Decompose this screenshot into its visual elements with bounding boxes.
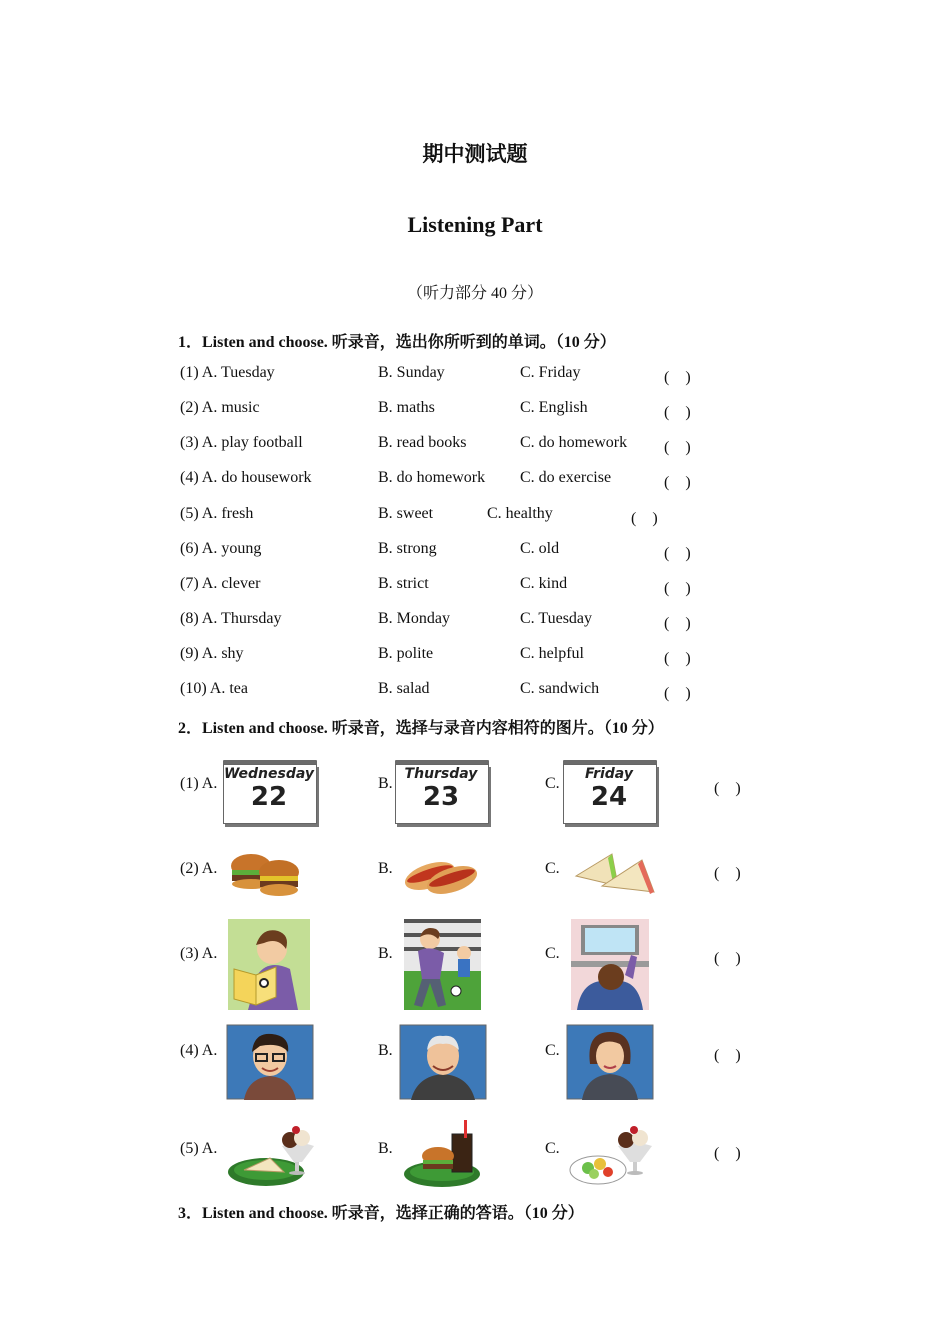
q4-option-b: B. do homework (378, 469, 486, 486)
q8-option-a: (8) A. Thursday (180, 610, 282, 627)
q1-option-c: C. Friday (520, 364, 581, 381)
s2-q1-answer-blank[interactable]: ( ) (714, 780, 741, 797)
q1-option-a: (1) A. Tuesday (180, 364, 275, 381)
q5-option-b: B. sweet (378, 505, 434, 522)
s2-q5-label-b: B. (378, 1140, 393, 1157)
q6-option-c: C. old (520, 540, 560, 557)
q7-answer-blank[interactable]: ( ) (664, 580, 691, 597)
calendar-thursday (395, 760, 489, 822)
s2-q4-label-b: B. (378, 1042, 393, 1059)
boys-playing-football-image (404, 919, 481, 1010)
boy-reading-book-image (228, 919, 310, 1010)
salad-and-ice-cream-image (568, 1118, 656, 1188)
q10-option-b: B. salad (378, 680, 430, 697)
calendar-day: Wednesday (223, 766, 315, 782)
s2-q3-answer-blank[interactable]: ( ) (714, 950, 741, 967)
section-1-heading: 1．Listen and choose. 听录音，选出你所听到的单词。（10 分） (178, 334, 616, 351)
part-subtitle: （听力部分 40 分） (406, 285, 543, 302)
hot-dogs-image (402, 848, 482, 900)
q6-option-b: B. strong (378, 540, 437, 557)
calendar-date: 24 (590, 782, 628, 812)
q2-option-a: (2) A. music (180, 399, 260, 416)
q2-answer-blank[interactable]: ( ) (664, 404, 691, 421)
calendar-day: Friday (585, 766, 633, 782)
part-title: Listening Part (407, 212, 543, 237)
calendar-friday (563, 760, 657, 822)
q4-option-c: C. do exercise (520, 469, 612, 486)
s2-q1-label-a: (1) A. (180, 775, 218, 792)
s2-q4-label-c: C. (545, 1042, 560, 1059)
s2-q3-label-b: B. (378, 945, 393, 962)
q10-answer-blank[interactable]: ( ) (664, 685, 691, 702)
sandwich-and-ice-cream-image (226, 1118, 318, 1188)
section-3-heading: 3．Listen and choose. 听录音，选择正确的答语。（10 分） (178, 1205, 584, 1222)
s2-q2-label-a: (2) A. (180, 860, 218, 877)
s2-q2-answer-blank[interactable]: ( ) (714, 865, 741, 882)
hamburgers-image (227, 846, 303, 902)
q3-option-b: B. read books (378, 434, 467, 451)
sandwiches-image (572, 846, 658, 902)
s2-q5-label-c: C. (545, 1140, 560, 1157)
q8-answer-blank[interactable]: ( ) (664, 615, 691, 632)
s2-q5-answer-blank[interactable]: ( ) (714, 1145, 741, 1162)
q9-option-a: (9) A. shy (180, 645, 244, 662)
q9-option-b: B. polite (378, 645, 434, 662)
hamburger-and-cola-image (402, 1118, 484, 1188)
q7-option-a: (7) A. clever (180, 575, 261, 592)
s2-q4-answer-blank[interactable]: ( ) (714, 1047, 741, 1064)
s2-q1-label-c: C. (545, 775, 560, 792)
calendar-wednesday (223, 760, 317, 822)
young-man-portrait-image (226, 1024, 316, 1101)
s2-q5-label-a: (5) A. (180, 1140, 218, 1157)
q1-option-b: B. Sunday (378, 364, 445, 381)
q6-answer-blank[interactable]: ( ) (664, 545, 691, 562)
q3-option-c: C. do homework (520, 434, 628, 451)
q4-option-a: (4) A. do housework (180, 469, 312, 486)
q7-option-c: C. kind (520, 575, 568, 592)
boy-watching-tv-image (571, 919, 649, 1010)
s2-q2-label-b: B. (378, 860, 393, 877)
q7-option-b: B. strict (378, 575, 429, 592)
q3-answer-blank[interactable]: ( ) (664, 439, 691, 456)
q10-option-a: (10) A. tea (180, 680, 248, 697)
q2-option-b: B. maths (378, 399, 435, 416)
q5-answer-blank[interactable]: ( ) (631, 510, 658, 527)
s2-q1-label-b: B. (378, 775, 393, 792)
q9-option-c: C. helpful (520, 645, 584, 662)
calendar-date: 22 (250, 782, 288, 812)
calendar-day: Thursday (404, 766, 478, 782)
q5-option-a: (5) A. fresh (180, 505, 254, 522)
q2-option-c: C. English (520, 399, 588, 416)
woman-teacher-portrait-image (566, 1024, 654, 1101)
q9-answer-blank[interactable]: ( ) (664, 650, 691, 667)
q8-option-c: C. Tuesday (520, 610, 593, 627)
q10-option-c: C. sandwich (520, 680, 600, 697)
calendar-date: 23 (422, 782, 460, 812)
q3-option-a: (3) A. play football (180, 434, 303, 451)
q8-option-b: B. Monday (378, 610, 450, 627)
q1-answer-blank[interactable]: ( ) (664, 369, 691, 386)
s2-q3-label-a: (3) A. (180, 945, 218, 962)
q4-answer-blank[interactable]: ( ) (664, 474, 691, 491)
section-2-heading: 2．Listen and choose. 听录音，选择与录音内容相符的图片。（10 分） (178, 720, 664, 737)
s2-q2-label-c: C. (545, 860, 560, 877)
old-man-portrait-image (399, 1024, 487, 1101)
page-title: 期中测试题 (422, 142, 528, 166)
q5-option-c: C. healthy (487, 505, 553, 522)
q6-option-a: (6) A. young (180, 540, 262, 557)
s2-q4-label-a: (4) A. (180, 1042, 218, 1059)
s2-q3-label-c: C. (545, 945, 560, 962)
